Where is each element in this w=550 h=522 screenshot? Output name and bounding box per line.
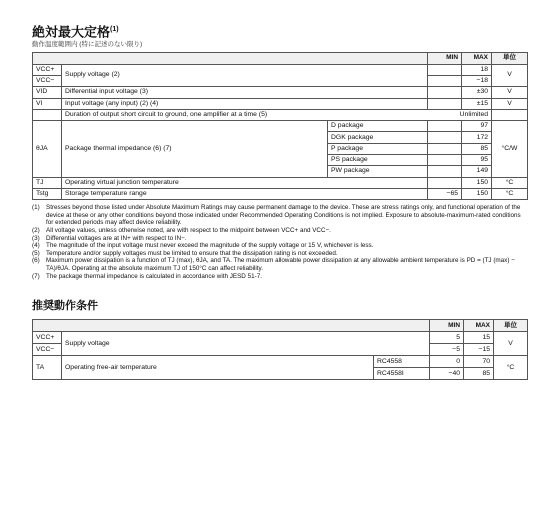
footnote-number: (7) bbox=[32, 272, 40, 280]
package-name: DGK package bbox=[328, 132, 428, 143]
unit-thermal: °C/W bbox=[492, 121, 528, 177]
symbol-tj: TJ bbox=[33, 177, 62, 188]
header-max: MAX bbox=[464, 320, 494, 332]
footnote bbox=[32, 242, 527, 250]
param-input-voltage: Input voltage (any input) (2) (4) bbox=[62, 98, 428, 109]
package-name: PW package bbox=[328, 166, 428, 177]
table-row bbox=[33, 177, 528, 188]
table-row bbox=[33, 64, 528, 75]
footnote-text: The package thermal impedance is calculated in accordance with JESD 51-7. bbox=[46, 272, 262, 280]
value-tj-max: 150 bbox=[462, 177, 492, 188]
unit-tj: °C bbox=[492, 177, 528, 188]
variant-min: 0 bbox=[430, 356, 464, 368]
variant-max: 85 bbox=[464, 368, 494, 380]
footnote-text: The magnitude of the input voltage must never exceed the magnitude of the supply voltage or 15 V, whichever is less. bbox=[46, 242, 374, 250]
param-differential-input: Differential input voltage (3) bbox=[62, 87, 428, 98]
table-row bbox=[33, 87, 528, 98]
abs-max-header-row bbox=[33, 53, 528, 64]
value-supply-max-plus: 18 bbox=[462, 64, 492, 75]
footnote-text: Maximum power dissipation is a function of TJ (max), θJA, and TA. The maximum allowable power dissipation at any allowable ambient temperature is PD = (TJ (max) − TA)/θJA. Operating at the absolute maximum TJ of 150°C can affect reliability. bbox=[46, 257, 515, 272]
value-vi-max: ±15 bbox=[462, 98, 492, 109]
short-circuit-label: Duration of output short circuit to ground, one amplifier at a time (5) bbox=[65, 110, 268, 118]
abs-max-subtitle: 動作温度範囲内 (特に記述のない限り) bbox=[32, 41, 143, 49]
symbol-vcc-plus: VCC+ bbox=[33, 332, 62, 344]
symbol-vcc-minus: VCC− bbox=[33, 344, 62, 356]
table-row bbox=[33, 356, 528, 368]
abs-max-table bbox=[32, 52, 528, 200]
header-min: MIN bbox=[428, 53, 462, 64]
footnote-text: Differential voltages are at IN+ with respect to IN−. bbox=[46, 234, 187, 242]
unit-vi: V bbox=[492, 98, 528, 109]
footnote-text: All voltage values, unless otherwise noted, are with respect to the midpoint between VCC+ and VCC−. bbox=[46, 226, 331, 234]
footnote-number: (1) bbox=[32, 204, 40, 212]
unit-supply: V bbox=[492, 64, 528, 87]
header-min: MIN bbox=[430, 320, 464, 332]
table-row bbox=[33, 188, 528, 199]
value-supply-minus-min: −5 bbox=[430, 344, 464, 356]
variant-max: 70 bbox=[464, 356, 494, 368]
abs-max-title-text: 絶対最大定格 bbox=[32, 24, 111, 40]
table-row bbox=[33, 332, 528, 344]
variant-name: RC4558I bbox=[374, 368, 430, 380]
symbol-vcc-minus: VCC− bbox=[33, 75, 62, 86]
variant-min: −40 bbox=[430, 368, 464, 380]
footnote bbox=[32, 227, 527, 235]
rec-op-header-row bbox=[33, 320, 528, 332]
table-row bbox=[33, 109, 528, 120]
rec-op-title: 推奨動作条件 bbox=[32, 300, 98, 313]
value-supply-plus-max: 15 bbox=[464, 332, 494, 344]
abs-max-title bbox=[32, 22, 527, 39]
package-name: PS package bbox=[328, 155, 428, 166]
unit-vid: V bbox=[492, 87, 528, 98]
header-max: MAX bbox=[462, 53, 492, 64]
table-row bbox=[33, 121, 528, 132]
package-value: 172 bbox=[462, 132, 492, 143]
value-supply-max-minus: −18 bbox=[462, 75, 492, 86]
param-junction-temp: Operating virtual junction temperature bbox=[62, 177, 428, 188]
package-value: 85 bbox=[462, 143, 492, 154]
symbol-vi: VI bbox=[33, 98, 62, 109]
footnote-number: (2) bbox=[32, 226, 40, 234]
header-blank bbox=[33, 320, 430, 332]
unit-supply: V bbox=[494, 332, 528, 356]
footnote-text: Temperature and/or supply voltages must be limited to ensure that the dissipation rating is not exceeded. bbox=[46, 249, 338, 257]
footnotes bbox=[32, 204, 527, 280]
footnote bbox=[32, 235, 527, 243]
symbol-ta: TA bbox=[33, 356, 62, 380]
footnote-number: (3) bbox=[32, 234, 40, 242]
header-blank bbox=[33, 53, 428, 64]
footnote bbox=[32, 204, 527, 227]
param-short-circuit bbox=[62, 109, 492, 120]
package-value: 95 bbox=[462, 155, 492, 166]
param-thermal-impedance: Package thermal impedance (6) (7) bbox=[62, 121, 328, 177]
package-name: D package bbox=[328, 121, 428, 132]
param-free-air-temp: Operating free-air temperature bbox=[62, 356, 374, 380]
unit-ta: °C bbox=[494, 356, 528, 380]
value-tstg-max: 150 bbox=[462, 188, 492, 199]
symbol-vcc-plus: VCC+ bbox=[33, 64, 62, 75]
package-name: P package bbox=[328, 143, 428, 154]
table-row bbox=[33, 98, 528, 109]
header-unit: 単位 bbox=[492, 53, 528, 64]
param-supply-voltage: Supply voltage (2) bbox=[62, 64, 428, 87]
symbol-theta-ja: θJA bbox=[33, 121, 62, 177]
variant-name: RC4558 bbox=[374, 356, 430, 368]
abs-max-title-note: (1) bbox=[110, 26, 119, 33]
rec-op-table bbox=[32, 319, 528, 380]
footnote bbox=[32, 273, 527, 281]
package-value: 149 bbox=[462, 166, 492, 177]
param-supply-voltage: Supply voltage bbox=[62, 332, 430, 356]
value-short-circuit: Unlimited bbox=[459, 110, 489, 118]
value-supply-minus-max: −15 bbox=[464, 344, 494, 356]
footnote-number: (4) bbox=[32, 242, 40, 250]
value-vid-max: ±30 bbox=[462, 87, 492, 98]
param-storage-temp: Storage temperature range bbox=[62, 188, 428, 199]
package-value: 97 bbox=[462, 121, 492, 132]
symbol-vid: VID bbox=[33, 87, 62, 98]
header-unit: 単位 bbox=[494, 320, 528, 332]
footnote bbox=[32, 257, 527, 272]
footnote-text: Stresses beyond those listed under Absolute Maximum Ratings may cause permanent damage to the device. These are stress ratings only, and functional operation of the device at these or any other conditions beyond those indicated under Recommended Operating Conditions is not implied. Exposure to absolute-maximum-rated conditions for extended periods may affect device reliability. bbox=[46, 204, 521, 227]
value-tstg-min: −65 bbox=[428, 188, 462, 199]
footnote-number: (5) bbox=[32, 249, 40, 257]
value-supply-plus-min: 5 bbox=[430, 332, 464, 344]
symbol-tstg: Tstg bbox=[33, 188, 62, 199]
footnote-number: (6) bbox=[32, 257, 40, 265]
datasheet-page bbox=[32, 22, 527, 380]
footnote bbox=[32, 250, 527, 258]
unit-tstg: °C bbox=[492, 188, 528, 199]
